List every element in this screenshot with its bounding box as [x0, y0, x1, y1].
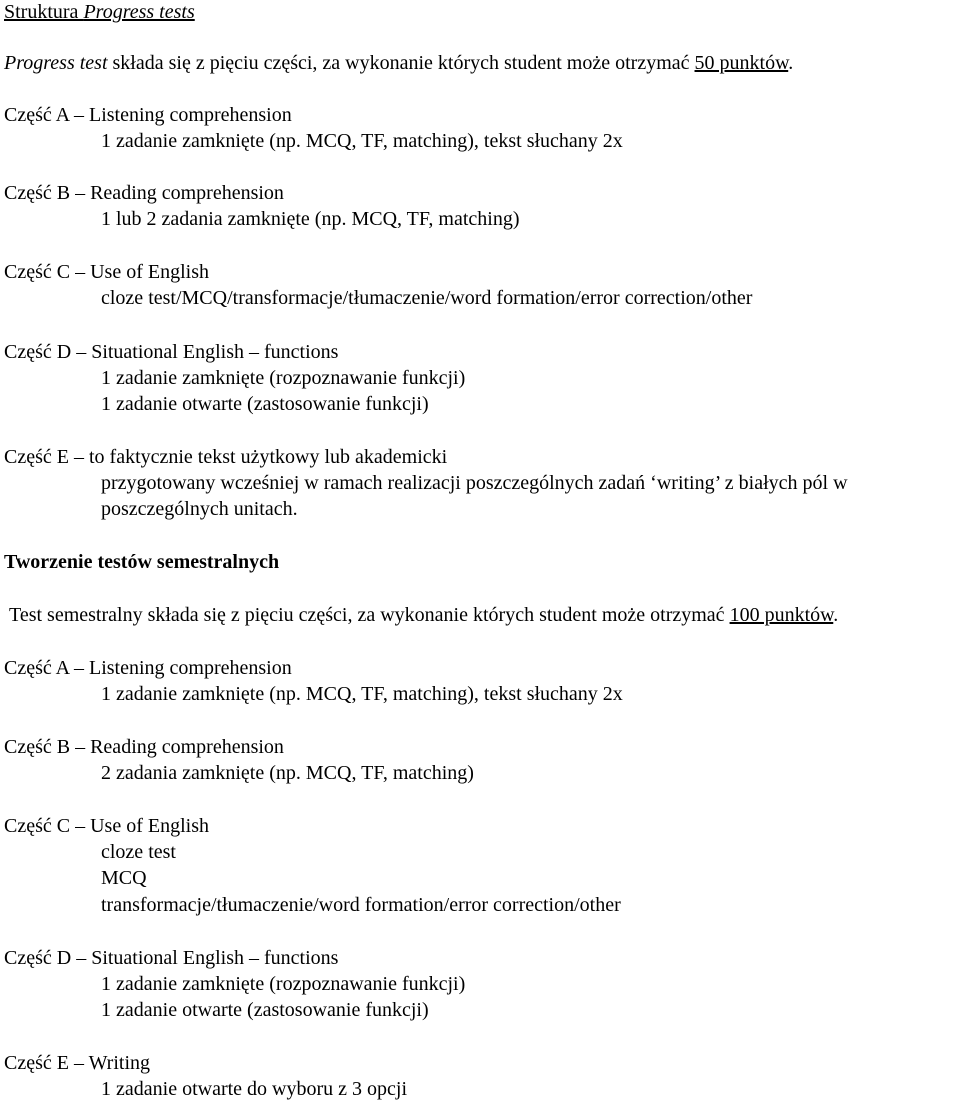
section1-part-d-line-1: 1 zadanie zamknięte (rozpoznawanie funkcji)	[101, 367, 466, 389]
section2-heading: Tworzenie testów semestralnych	[4, 551, 280, 573]
section1-intro	[4, 51, 793, 75]
section1-part-a-title: Część A – Listening comprehension	[4, 104, 292, 126]
section2-part-d-line-1: 1 zadanie zamknięte (rozpoznawanie funkcji)	[101, 973, 466, 995]
section2-intro-text: Test semestralny składa się z pięciu części, za wykonanie których student może otrzymać	[9, 604, 730, 626]
section1-part-b-line: 1 lub 2 zadania zamknięte (np. MCQ, TF, matching)	[101, 208, 520, 230]
section2-part-e-title: Część E – Writing	[4, 1052, 151, 1074]
section1-intro-points: 50 punktów	[694, 52, 789, 74]
section1-part-e-line-1: przygotowany wcześniej w ramach realizacji poszczególnych zadań ‘writing’ z białych pól w	[101, 472, 848, 494]
section1-heading	[4, 0, 195, 24]
section2-part-e-line: 1 zadanie otwarte do wyboru z 3 opcji	[101, 1078, 408, 1100]
section2-intro	[9, 603, 838, 627]
section2-part-c-title: Część C – Use of English	[4, 815, 209, 837]
section1-part-a-line: 1 zadanie zamknięte (np. MCQ, TF, matching), tekst słuchany 2x	[101, 130, 623, 152]
section1-part-e-title: Część E – to faktycznie tekst użytkowy lub akademicki	[4, 446, 448, 468]
section2-part-a-line: 1 zadanie zamknięte (np. MCQ, TF, matching), tekst słuchany 2x	[101, 683, 623, 705]
section1-part-e-line-2: poszczególnych unitach.	[101, 498, 298, 520]
section2-part-d-line-2: 1 zadanie otwarte (zastosowanie funkcji)	[101, 999, 429, 1021]
section2-intro-end: .	[833, 604, 839, 626]
section2-part-c-line-3: transformacje/tłumaczenie/word formation/error correction/other	[101, 894, 621, 916]
section1-heading-prefix: Struktura	[4, 1, 84, 23]
section2-intro-points: 100 punktów	[729, 604, 834, 626]
section2-part-c-line-1: cloze test	[101, 841, 176, 863]
section2-part-b-title: Część B – Reading comprehension	[4, 736, 284, 758]
section2-part-a-title: Część A – Listening comprehension	[4, 657, 292, 679]
section1-heading-italic: Progress tests	[83, 1, 195, 23]
section1-part-c-title: Część C – Use of English	[4, 261, 209, 283]
section2-part-b-line: 2 zadania zamknięte (np. MCQ, TF, matching)	[101, 762, 474, 784]
section1-intro-end: .	[788, 52, 794, 74]
section1-part-b-title: Część B – Reading comprehension	[4, 182, 284, 204]
section1-intro-text: składa się z pięciu części, za wykonanie których student może otrzymać	[107, 52, 695, 74]
section1-intro-italic: Progress test	[4, 52, 108, 74]
section1-part-c-line: cloze test/MCQ/transformacje/tłumaczenie/word formation/error correction/other	[101, 287, 753, 309]
section2-part-d-title: Część D – Situational English – functions	[4, 947, 339, 969]
section1-part-d-line-2: 1 zadanie otwarte (zastosowanie funkcji)	[101, 393, 429, 415]
section2-part-c-line-2: MCQ	[101, 867, 147, 889]
section1-part-d-title: Część D – Situational English – functions	[4, 341, 339, 363]
